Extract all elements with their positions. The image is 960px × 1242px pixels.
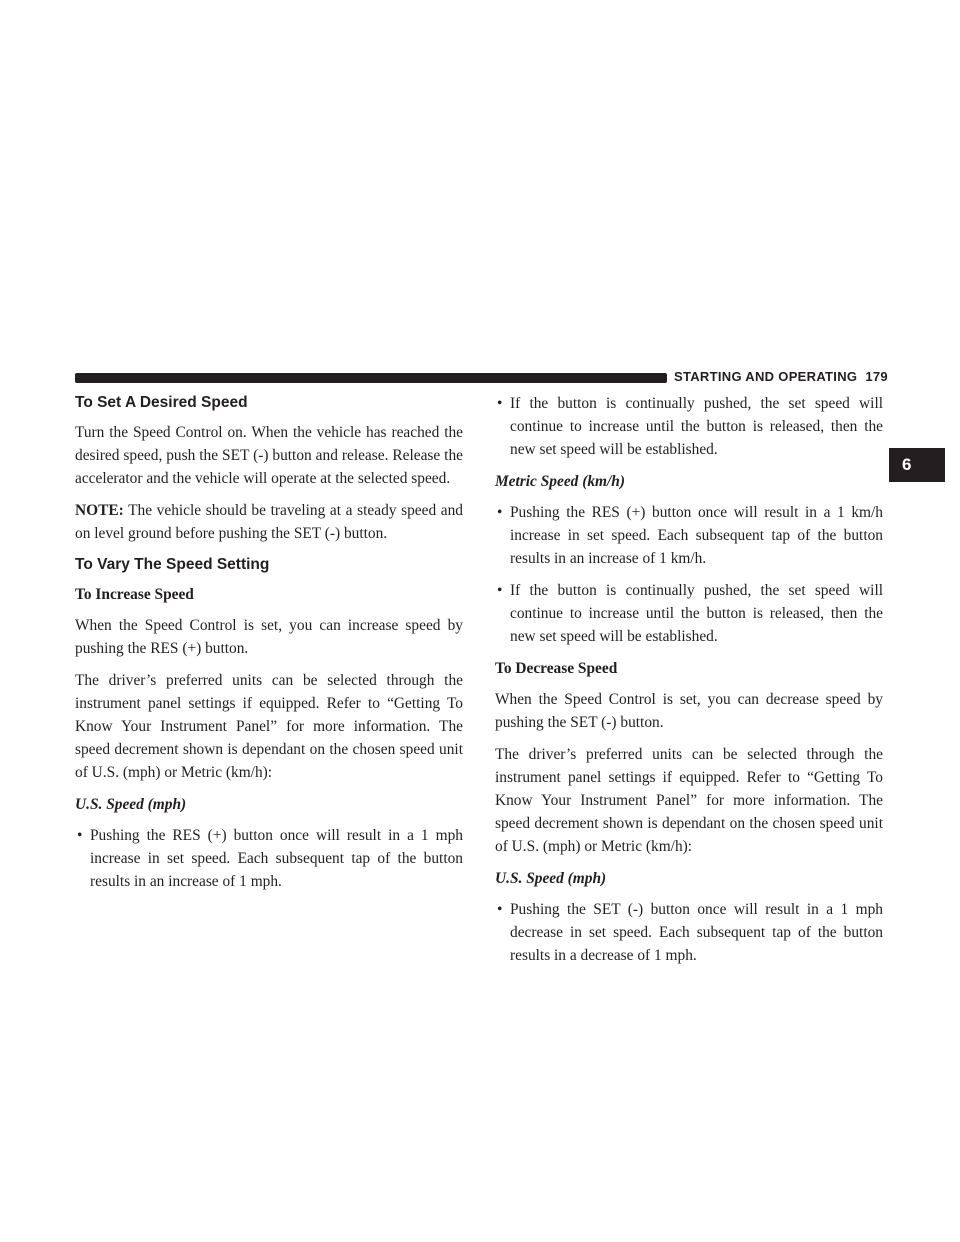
left-column [75, 392, 463, 902]
note-text: The vehicle should be traveling at a steady speed and on level ground before pushing the SET (-) button. [75, 502, 463, 542]
bullet-list [495, 501, 883, 648]
subheading-decrease-speed: To Decrease Speed [495, 660, 618, 677]
bullet-icon: • [497, 582, 503, 599]
bullet-icon: • [497, 504, 503, 521]
bullet-icon: • [497, 901, 503, 918]
heading-vary-speed: To Vary The Speed Setting [75, 556, 270, 573]
header-rule [75, 373, 667, 383]
running-header [674, 369, 888, 384]
list-item-text: Pushing the RES (+) button once will result in a 1 mph increase in set speed. Each subsequent tap of the button results in an increase of 1 mph. [90, 827, 463, 890]
list-item [495, 579, 883, 648]
list-item [75, 824, 463, 893]
list-item-text: Pushing the RES (+) button once will result in a 1 km/h increase in set speed. Each subsequent tap of the button results in an increase of 1 km/h. [510, 504, 883, 567]
subheading-metric-speed: Metric Speed (km/h) [495, 473, 625, 490]
bullet-icon: • [497, 395, 503, 412]
subheading-increase-speed: To Increase Speed [75, 586, 194, 603]
paragraph: Turn the Speed Control on. When the vehicle has reached the desired speed, push the SET (-) button and release. Release the accelerator and the vehicle will operate at the selected speed. [75, 424, 463, 487]
bullet-icon: • [77, 827, 83, 844]
heading-set-desired-speed: To Set A Desired Speed [75, 394, 248, 411]
paragraph: When the Speed Control is set, you can decrease speed by pushing the SET (-) button. [495, 691, 883, 731]
page-number: 179 [865, 369, 888, 384]
chapter-tab: 6 [889, 448, 945, 482]
right-column [495, 392, 883, 976]
paragraph: The driver’s preferred units can be selected through the instrument panel settings if equipped. Refer to “Getting To Know Your Instrument Panel” for more information. The speed decrement shown is dependant on the chosen speed unit of U.S. (mph) or Metric (km/h): [495, 746, 883, 855]
subheading-us-speed: U.S. Speed (mph) [75, 796, 187, 813]
paragraph: When the Speed Control is set, you can increase speed by pushing the RES (+) button. [75, 617, 463, 657]
bullet-list [75, 824, 463, 893]
list-item [495, 898, 883, 967]
list-item-text: Pushing the SET (-) button once will result in a 1 mph decrease in set speed. Each subsequent tap of the button results in a decrease of 1 mph. [510, 901, 883, 964]
paragraph: The driver’s preferred units can be selected through the instrument panel settings if equipped. Refer to “Getting To Know Your Instrument Panel” for more information. The speed decrement shown is dependant on the chosen speed unit of U.S. (mph) or Metric (km/h): [75, 672, 463, 781]
note-paragraph [75, 499, 463, 545]
bullet-list [495, 392, 883, 461]
list-item-text: If the button is continually pushed, the set speed will continue to increase until the button is released, then the new set speed will be established. [510, 395, 883, 458]
list-item [495, 392, 883, 461]
subheading-us-speed: U.S. Speed (mph) [495, 870, 607, 887]
note-label: NOTE: [75, 502, 124, 519]
bullet-list [495, 898, 883, 967]
list-item-text: If the button is continually pushed, the set speed will continue to increase until the button is released, then the new set speed will be established. [510, 582, 883, 645]
list-item [495, 501, 883, 570]
section-title: STARTING AND OPERATING [674, 369, 858, 384]
